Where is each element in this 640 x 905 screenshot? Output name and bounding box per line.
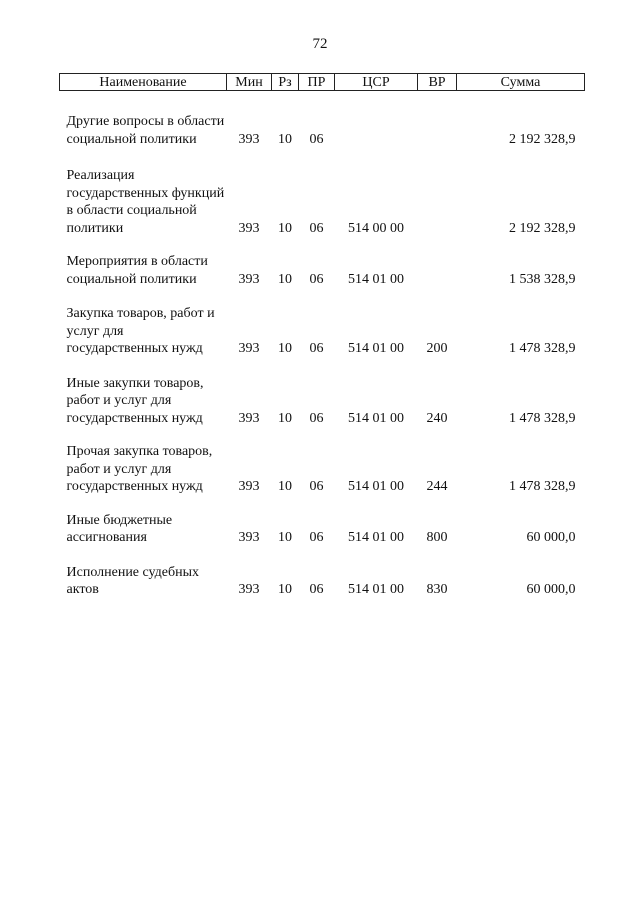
row-vr: 800 [426, 530, 448, 545]
row-rz: 10 [278, 131, 292, 147]
table-row [60, 358, 585, 428]
row-pr: 06 [309, 582, 324, 597]
row-sum: 1 478 328,9 [509, 410, 576, 426]
table-row [60, 237, 585, 288]
row-csr: 514 01 00 [348, 530, 404, 545]
row-rz: 10 [278, 271, 292, 287]
budget-table [59, 73, 585, 599]
row-rz: 10 [278, 410, 292, 426]
row-pr: 06 [309, 341, 324, 356]
header-rz: Рз [272, 74, 299, 91]
row-sum: 60 000,0 [526, 582, 576, 597]
table-row [60, 91, 585, 149]
row-sum: 60 000,0 [526, 530, 576, 545]
row-pr: 06 [309, 530, 324, 545]
header-vr: ВР [418, 74, 457, 91]
row-pr: 06 [309, 479, 324, 494]
row-min: 393 [238, 220, 260, 236]
row-pr: 06 [309, 220, 324, 236]
row-csr: 514 01 00 [348, 479, 404, 494]
row-rz: 10 [278, 479, 292, 494]
row-min: 393 [238, 530, 260, 545]
row-vr [418, 237, 457, 288]
row-min: 393 [238, 271, 260, 287]
row-name: Реализация государственных функций в области социальной политики [66, 168, 225, 236]
header-sum: Сумма [457, 74, 585, 91]
row-min: 393 [238, 410, 260, 426]
row-sum: 1 538 328,9 [509, 271, 576, 287]
table-row [60, 496, 585, 547]
row-rz: 10 [278, 530, 292, 545]
row-name: Исполнение судебных актов [66, 564, 200, 597]
row-vr [418, 91, 457, 149]
row-csr: 514 01 00 [348, 341, 404, 356]
row-min: 393 [238, 479, 260, 494]
row-rz: 10 [278, 220, 292, 236]
row-sum: 1 478 328,9 [509, 341, 576, 356]
row-vr: 240 [426, 410, 448, 426]
row-min: 393 [238, 582, 260, 597]
row-name: Другие вопросы в области социальной политики [66, 114, 225, 147]
table-row [60, 547, 585, 599]
row-name: Иные бюджетные ассигнования [66, 512, 173, 545]
row-sum: 1 478 328,9 [509, 479, 576, 494]
row-rz: 10 [278, 341, 292, 356]
row-name: Прочая закупка товаров, работ и услуг для государственных нужд [66, 444, 213, 494]
row-vr: 200 [426, 341, 448, 356]
row-csr: 514 01 00 [348, 410, 404, 426]
page-number: 72 [312, 36, 328, 52]
table-row [60, 288, 585, 358]
table-row [60, 427, 585, 496]
row-rz: 10 [278, 582, 292, 597]
row-csr: 514 01 00 [348, 271, 404, 287]
row-sum: 2 192 328,9 [509, 220, 576, 236]
row-name: Закупка товаров, работ и услуг для государственных нужд [66, 306, 215, 356]
row-pr: 06 [309, 131, 324, 147]
row-pr: 06 [309, 410, 324, 426]
header-pr: ПР [299, 74, 335, 91]
header-min: Мин [227, 74, 272, 91]
row-vr: 830 [426, 582, 448, 597]
row-vr: 244 [426, 479, 448, 494]
row-vr [418, 148, 457, 237]
row-sum: 2 192 328,9 [509, 131, 576, 147]
row-csr: 514 00 00 [348, 220, 404, 236]
row-csr: 514 01 00 [348, 582, 404, 597]
row-name: Иные закупки товаров, работ и услуг для государственных нужд [66, 375, 204, 426]
table-row [60, 148, 585, 237]
row-min: 393 [238, 341, 260, 356]
row-min: 393 [238, 131, 260, 147]
row-name: Мероприятия в области социальной политики [66, 254, 208, 287]
table-header-row [60, 74, 585, 91]
row-pr: 06 [309, 271, 324, 287]
header-name: Наименование [60, 74, 227, 91]
row-csr [335, 91, 418, 149]
header-csr: ЦСР [335, 74, 418, 91]
